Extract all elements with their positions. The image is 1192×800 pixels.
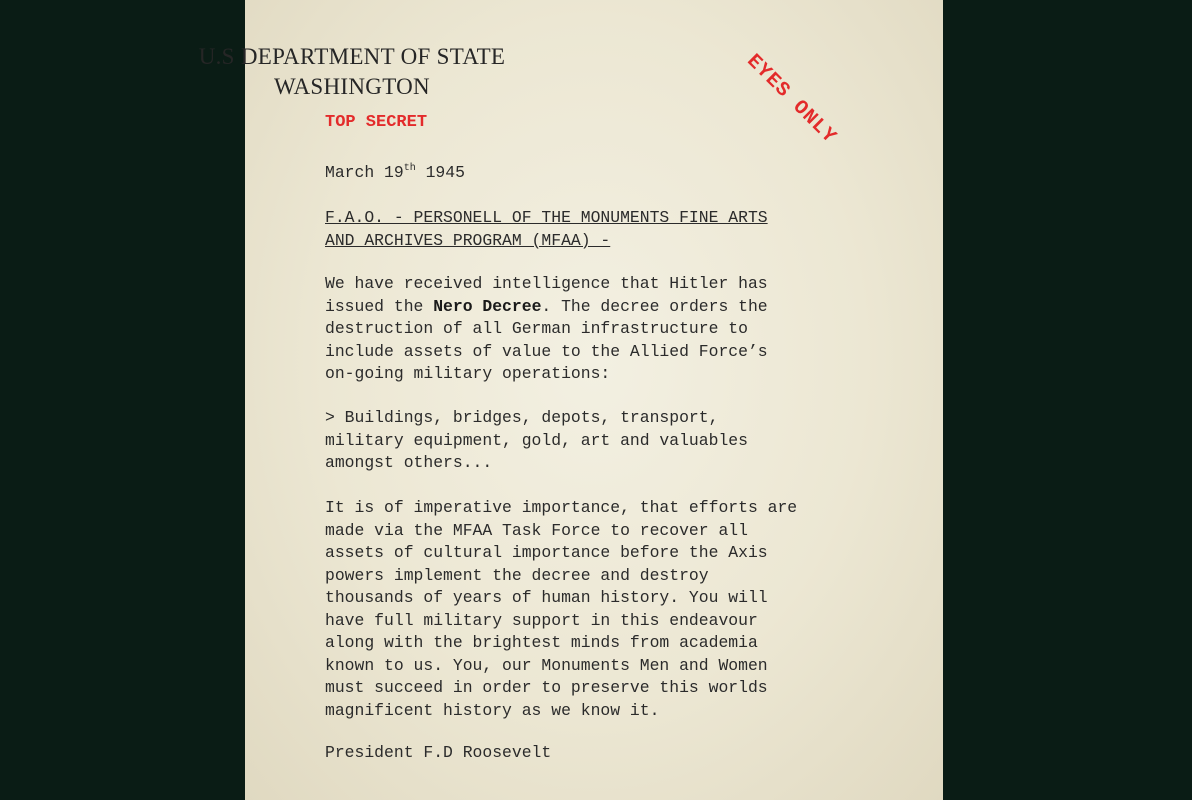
bullet-line-3: amongst others... [325,453,493,472]
directive-line-7: along with the brightest minds from academia [325,633,758,652]
subject-line-1: F.A.O. - PERSONELL OF THE MONUMENTS FINE ARTS [325,208,768,227]
intro-line-3: destruction of all German infrastructure to [325,319,748,338]
date-month-day: March 19 [325,163,404,182]
directive-line-1: It is of imperative importance, that efforts are [325,498,798,517]
directive-line-10: magnificent history as we know it. [325,700,660,720]
directive-line-4: powers implement the decree and destroy [325,565,709,585]
subject-line [325,207,768,252]
directive-paragraph [325,497,797,722]
intro-line-1: We have received intelligence that Hitler has [325,274,768,293]
intro-paragraph [325,273,768,386]
date-ordinal: th [403,163,416,174]
eyes-only-stamp: EYES ONLY [741,50,841,150]
letterhead-department: U.S DEPARTMENT OF STATE [198,44,506,69]
directive-line-3: assets of cultural importance before the Axis [325,543,768,562]
directive-line-9: must succeed in order to preserve this worlds [325,678,768,697]
directive-line-2: made via the MFAA Task Force to recover all [325,520,748,540]
intro-line-2-before: issued the [325,296,434,316]
directive-line-6: have full military support in this endeavour [325,610,758,630]
signature-line: President F.D Roosevelt [325,743,552,762]
subject-line-2: AND ARCHIVES PROGRAM (MFAA) - [325,230,611,250]
bullet-line-1: > Buildings, bridges, depots, transport, [325,408,719,427]
directive-line-5: thousands of years of human history. You will [325,588,768,607]
date-year: 1945 [425,163,465,182]
intro-line-2-after: . The decree orders the [541,296,768,316]
directive-line-8: known to us. You, our Monuments Men and Women [325,655,768,675]
nero-decree-emphasis: Nero Decree [433,296,542,316]
letter-date [325,162,465,185]
letterhead-city: WASHINGTON [274,74,430,99]
classification-label: TOP SECRET [325,113,428,132]
assets-bullet [325,407,748,475]
intro-line-4: include assets of value to the Allied Force’s [325,341,768,361]
intro-line-5: on-going military operations: [325,364,611,383]
bullet-line-2: military equipment, gold, art and valuables [325,430,748,450]
